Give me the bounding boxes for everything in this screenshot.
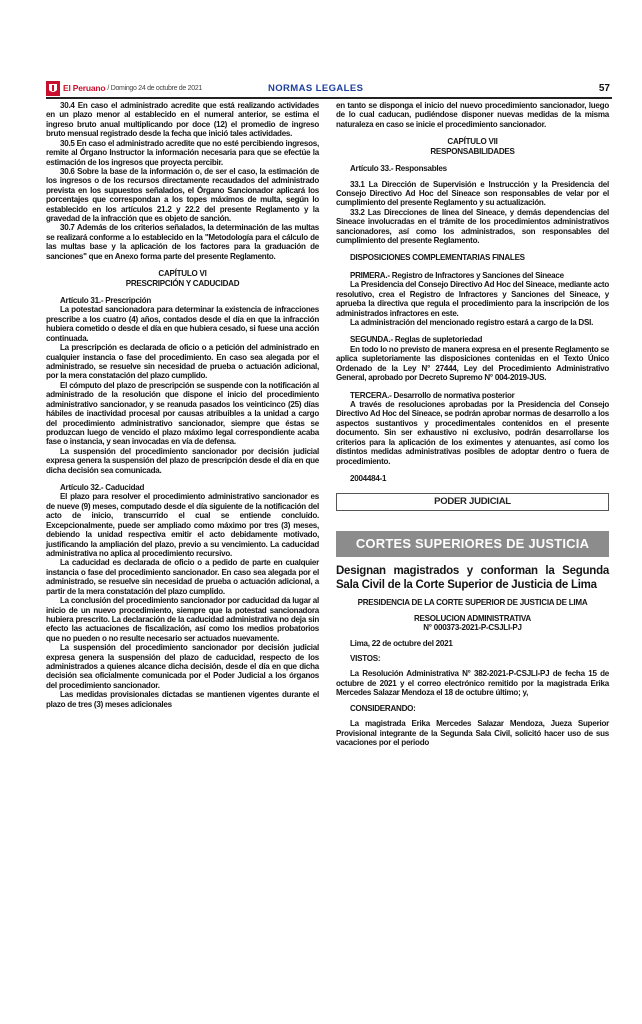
section-banner: CORTES SUPERIORES DE JUSTICIA (336, 531, 609, 557)
paragraph: La prescripción es declarada de oficio o a petición del administrado en cualquier instancia o fase del procedimiento. En caso sea alegada por el administrado, se resuelve sin necesidad de prueba o actuación adicional, por la mera constatación del plazo cumplido. (46, 343, 319, 381)
newspaper-name: El Peruano (63, 83, 106, 93)
issue-date: / Domingo 24 de octubre de 2021 (107, 84, 203, 92)
paragraph: El plazo para resolver el procedimiento administrativo sancionador es de nueve (9) meses, computado desde el día siguiente de la notificación del acto de inicio, transcurrido el cual se entiende concluido. Excepcionalmente, puede ser ampliado como máximo por tres (3) meses, debiendo la unidad respectiva emitir el acto debidamente motivado, justificando la ampliación del plazo, previo a su vencimiento. La caducidad administrativa no aplica al procedimiento recursivo. (46, 492, 319, 558)
paragraph: La potestad sancionadora para determinar la existencia de infracciones prescribe a los cuatro (4) años, contados desde el día en que la infracción hubiera cometido o desde el día en que hubiera cesado, si fuese una acción continuada. (46, 305, 319, 343)
paragraph: La administración del mencionado registro estará a cargo de la DSI. (350, 318, 594, 328)
paragraph: 33.1 La Dirección de Supervisión e Instrucción y la Presidencia del Consejo Directivo Ad Hoc del Sineace son responsables de velar por el cumplimiento del presente Reglamento y su actualización. (336, 179, 609, 208)
page-header (46, 80, 612, 96)
paragraph: El cómputo del plazo de prescripción se suspende con la notificación al administrado de la resolución que dispone el inicio del procedimiento administrativo sancionador, y se reanuda pasados los veinticinco (25) días hábiles de inactividad procesal por causas atribuibles a la unidad a cargo del procedimiento administrativo sancionador, siempre que éstas se produzcan luego de vencido el plazo máximo legal correspondiente acaba fase o instancia, y sean invocadas en vía de defensa. (46, 380, 319, 447)
header-rule (46, 97, 612, 99)
paragraph: La Resolución Administrativa N° 382-2021-P-CSJLI-PJ de fecha 15 de octubre de 2021 y el correo electrónico remitido por la magistrada Erika Mercedes Salazar Mendoza el 18 de octubre último; y, (336, 669, 609, 698)
section-title: NORMAS LEGALES (268, 82, 364, 94)
paragraph: A través de resoluciones aprobadas por la Presidencia del Consejo Directivo Ad Hoc del Sineace, se podrán aprobar normas de desarrollo a los aspectos sustantivos y procedimentales contenidos en el presente documento. Sin ser exhaustivo ni exclusivo, podrán desarrollarse los criterios para la aplicación de los eximentes y atenuantes, así como los distintos medidas administrativas posibles de adoptar dentro o fuera de procedimiento. (336, 399, 609, 466)
paragraph: La Presidencia del Consejo Directivo Ad Hoc del Sineace, mediante acto resolutivo, crea el Registro de Infractores y Sanciones del Sineace, y aprueba la directiva que regula el procedimiento para la inscripción de los administrados infractores en este. (336, 280, 610, 318)
provision-heading: PRIMERA.- Registro de Infractores y Sanciones del Sineace (350, 270, 564, 280)
left-column (46, 101, 319, 709)
paragraph: Las medidas provisionales dictadas se mantienen vigentes durante el plazo de tres (3) meses adicionales (46, 690, 319, 709)
article-heading: Artículo 33.- Responsables (350, 164, 447, 174)
paragraph: La conclusión del procedimiento sancionador por caducidad da lugar al inicio de un nuevo procedimiento, siempre que la potestad sancionadora hubiera prescrito. La declaración de la caducidad administrativa no deja sin efecto las actuaciones de fiscalización, así como los medios probatorios que no pueden o no resulte necesario ser actuados nuevamente. (46, 596, 319, 643)
vistos-label: VISTOS: (350, 654, 381, 664)
place-date: Lima, 22 de octubre del 2021 (350, 638, 453, 648)
provision-heading: SEGUNDA.- Reglas de supletoriedad (350, 335, 483, 345)
paragraph: 33.2 Las Direcciones de línea del Sineace, y demás dependencias del Sineace involucradas en el trámite de los procedimientos administrativos sancionadores, así como los administrados, son responsables del cumplimiento del presente Reglamento. (336, 207, 609, 246)
paragraph: La caducidad es declarada de oficio o a pedido de parte en cualquier instancia o fase del procedimiento sancionador. En caso sea alegada por el administrado, se resuelve sin necesidad de prueba o actuación adicional, a partir de la mera constatación del plazo cumplido. (46, 558, 319, 596)
paragraph: La suspensión del procedimiento sancionador por decisión judicial expresa genera la suspensión del plazo de caducidad, respecto de los administrados a quienes alcance dicha decisión, desde el día en que dicha decisión sea oficialmente comunicada por el Poder Judicial a los órganos del procedimiento sancionador. (46, 643, 319, 690)
resolution-number: N° 000373-2021-P-CSJLI-PJ (423, 623, 522, 633)
article-heading: Artículo 31.- Prescripción (60, 296, 151, 306)
provision-heading: TERCERA.- Desarrollo de normativa posterior (350, 390, 515, 400)
paragraph: La magistrada Erika Mercedes Salazar Mendoza, Jueza Superior Provisional integrante de la Segunda Sala Civil, solicitó hacer uso de sus vacaciones por el periodo (336, 719, 609, 747)
paragraph: 30.4 En caso el administrado acredite que está realizando actividades en un plazo menor al establecido en el numeral anterior, se estima el ingreso bruto anual multiplicando por doce (12) el promedio de ingreso bruto mensual registrado desde la fecha que inició tales actividades. (46, 101, 319, 139)
coat-of-arms-icon (46, 81, 60, 96)
paragraph: en tanto se disponga el inicio del nuevo procedimiento sancionador, luego de lo cual caducan, pudiéndose disponer nuevas medidas de la misma naturaleza en caso se inicie el procedimiento sancionador. (336, 101, 609, 129)
issuer: PRESIDENCIA DE LA CORTE SUPERIOR DE JUSTICIA DE LIMA (357, 598, 588, 608)
chapter-heading: CAPÍTULO VI (158, 269, 207, 279)
section-heading: DISPOSICIONES COMPLEMENTARIAS FINALES (350, 253, 525, 263)
considerando-label: CONSIDERANDO: (350, 703, 416, 713)
resolution-label: RESOLUCION ADMINISTRATIVA (414, 613, 531, 623)
article-title: Designan magistrados y conforman la Segunda Sala Civil de la Corte Superior de Justicia de Lima (336, 565, 609, 591)
right-column (336, 101, 609, 747)
chapter-title: PRESCRIPCIÓN Y CADUCIDAD (125, 278, 240, 288)
institution-box: PODER JUDICIAL (336, 493, 609, 511)
page-number: 57 (598, 82, 610, 94)
paragraph: En todo lo no previsto de manera expresa en el presente Reglamento se aplica supletoriamente las disposiciones contenidas en el Texto Único Ordenado de la Ley N° 27444, Ley del Procedimiento Administrativo General, aprobado por Decreto Supremo N° 004-2019-JUS. (336, 344, 609, 383)
document-code: 2004484-1 (350, 473, 387, 483)
paragraph: 30.5 En caso el administrado acredite que no esté percibiendo ingresos, remite al Órgano Instructor la información necesaria para que se efectúe la estimación de los ingresos que proyecta percibir. (46, 138, 319, 167)
paragraph: 30.6 Sobre la base de la información o, de ser el caso, la estimación de los ingresos o de los recursos directamente recaudados del administrado prevista en los supuestos señalados, el Órgano Sancionador aplicará los porcentajes que correspondan a los topes máximos de multa, según lo establecido en los artículos 21.2 y 22.2 del presente Reglamento y la gravedad de la infracción que es objeto de sanción. (46, 166, 319, 224)
paragraph: 30.7 Además de los criterios señalados, la determinación de las multas se realizará conforme a lo establecido en la "Metodología para el cálculo de las multas base y la aplicación de los factores para la graduación de sanciones" que en Anexo forma parte del presente Reglamento. (46, 223, 319, 261)
chapter-title: RESPONSABILIDADES (430, 146, 515, 156)
chapter-heading: CAPÍTULO VII (447, 137, 498, 147)
paragraph: La suspensión del procedimiento sancionador por decisión judicial expresa genera la suspensión del plazo de prescripción desde el día en que dicha decisión sea comunicada. (46, 446, 319, 475)
article-heading: Artículo 32.- Caducidad (60, 483, 145, 493)
